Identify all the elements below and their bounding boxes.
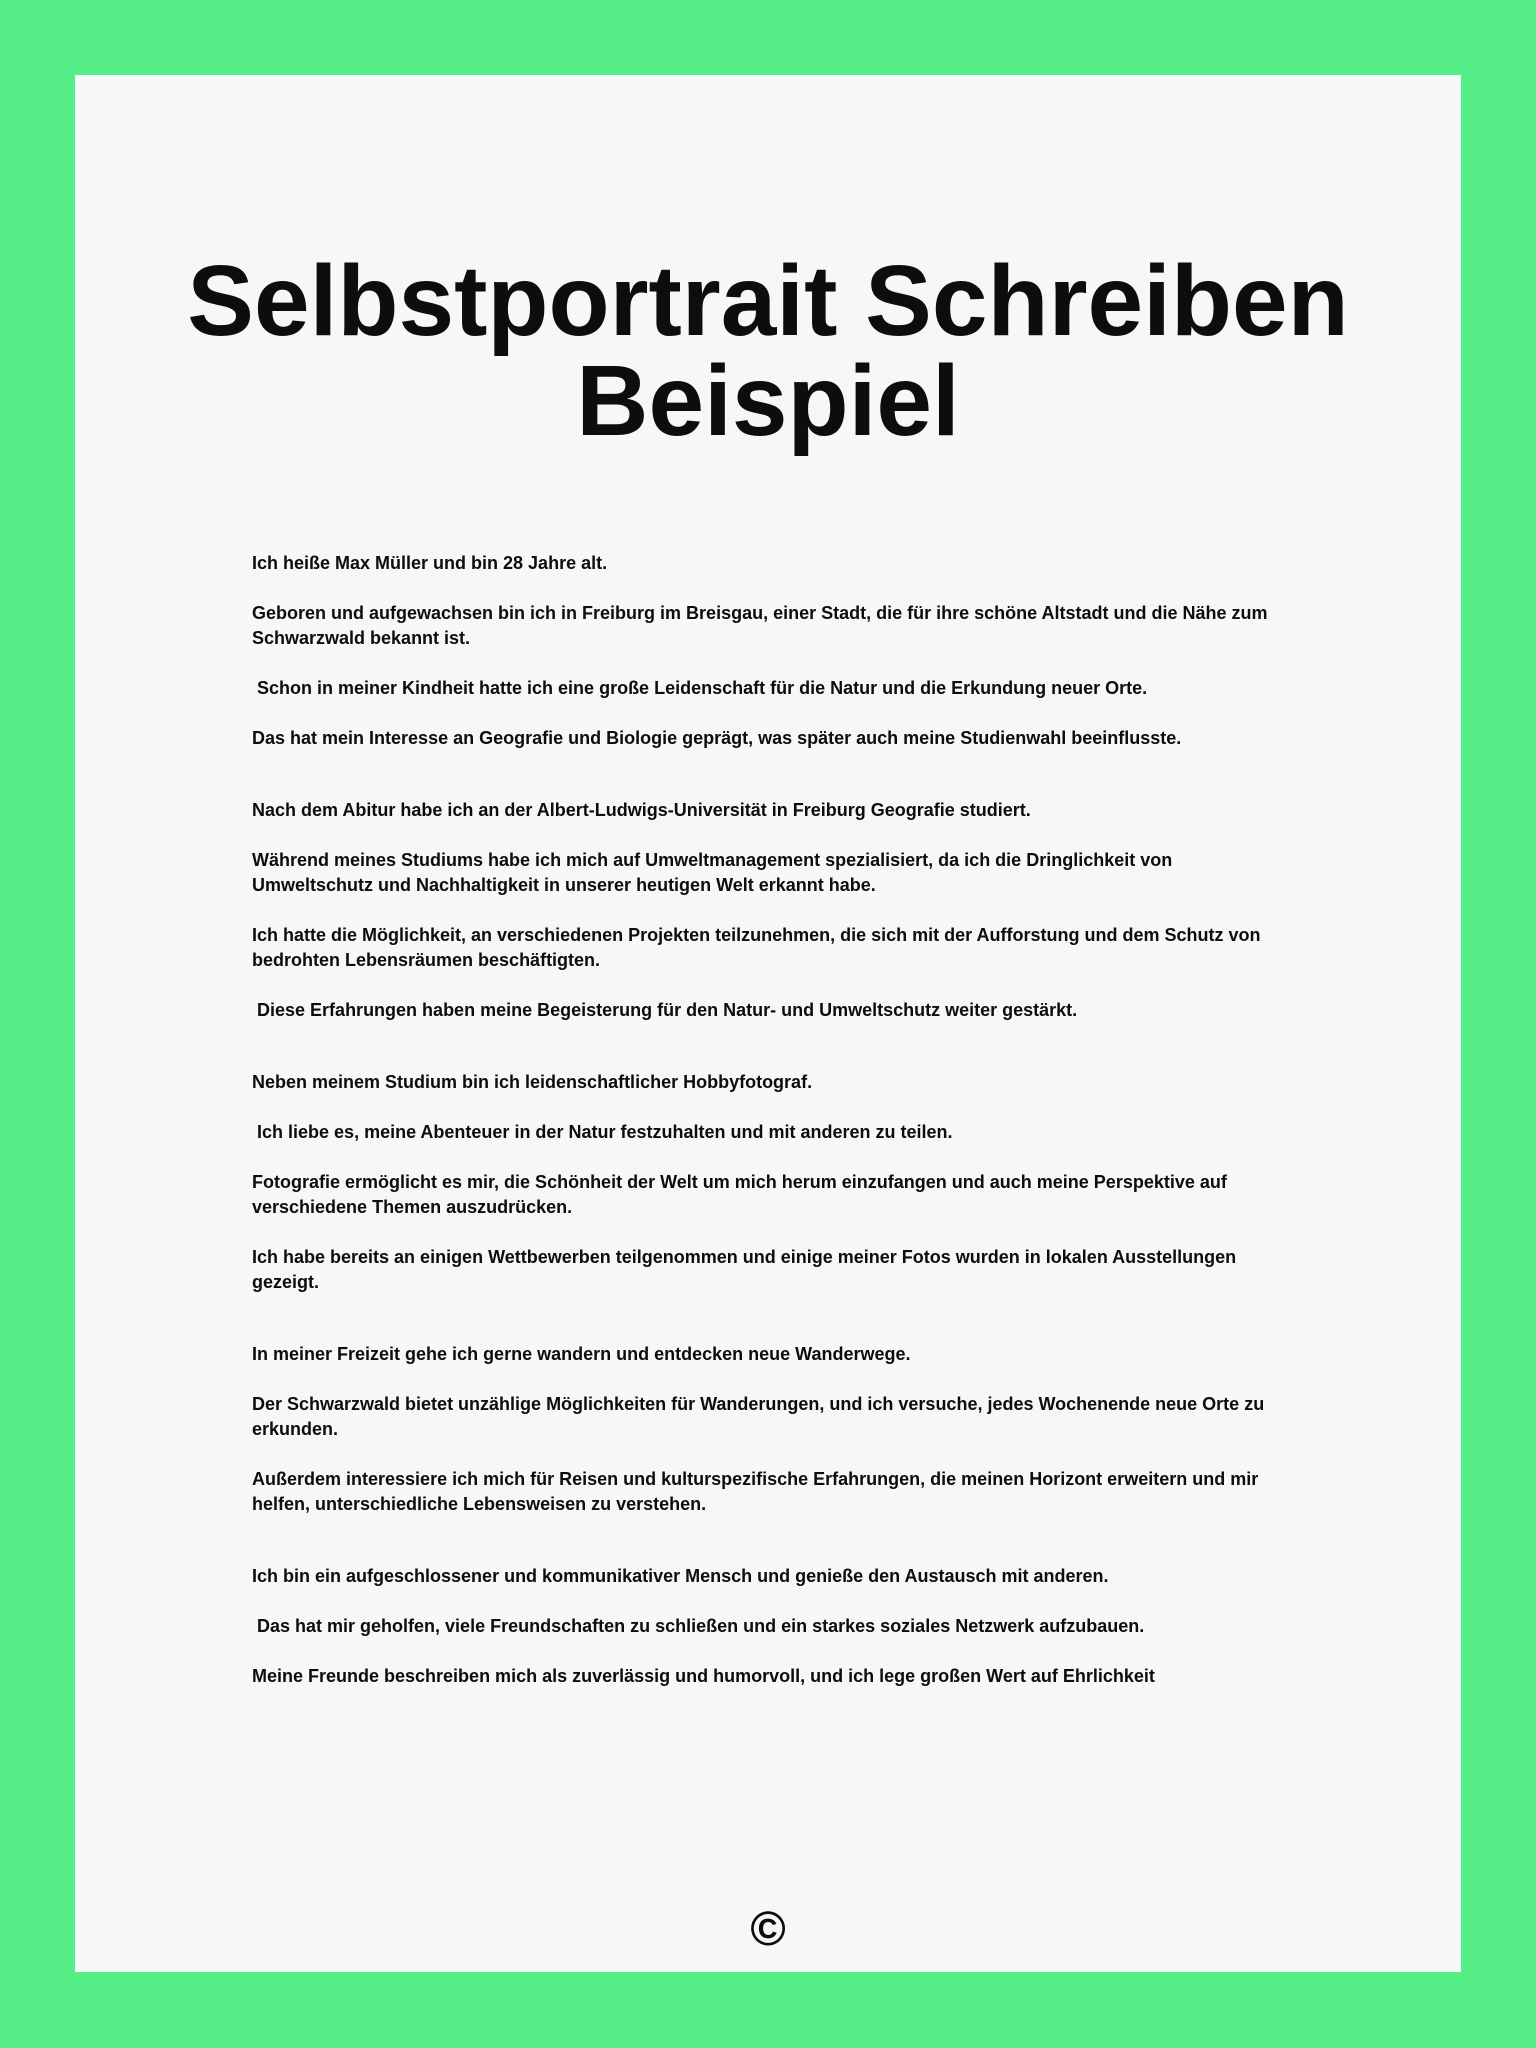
paragraph: Ich hatte die Möglichkeit, an verschiedenen Projekten teilzunehmen, die sich mit der Aufforstung und dem Schutz von bedrohten Lebensräumen beschäftigten. — [252, 925, 1266, 970]
copyright-icon: © — [750, 1903, 786, 1956]
paragraph: Während meines Studiums habe ich mich auf Umweltmanagement spezialisiert, da ich die Dringlichkeit von Umweltschutz und Nachhaltigkeit in unserer heutigen Welt erkannt habe. — [252, 850, 1178, 895]
paragraph: Meine Freunde beschreiben mich als zuverlässig und humorvoll, und ich lege großen Wert auf Ehrlichkeit — [252, 1666, 1155, 1686]
paragraph: Ich bin ein aufgeschlossener und kommunikativer Mensch und genieße den Austausch mit anderen. — [252, 1566, 1109, 1586]
paragraph: Nach dem Abitur habe ich an der Albert-Ludwigs-Universität in Freiburg Geografie studiert. — [252, 800, 1031, 820]
paragraph: Außerdem interessiere ich mich für Reisen und kulturspezifische Erfahrungen, die meinen Horizont erweitern und mir helfen, unterschiedliche Lebensweisen zu verstehen. — [252, 1469, 1264, 1514]
paragraph: Ich habe bereits an einigen Wettbewerben teilgenommen und einige meiner Fotos wurden in lokalen Ausstellungen gezeigt. — [252, 1247, 1242, 1292]
paragraph: Das hat mir geholfen, viele Freundschaften zu schließen und ein starkes soziales Netzwerk aufzubauen. — [252, 1616, 1145, 1636]
text-section-persoenlichkeit — [252, 1564, 1296, 1689]
paragraph: Schon in meiner Kindheit hatte ich eine große Leidenschaft für die Natur und die Erkundung neuer Orte. — [252, 678, 1148, 698]
paragraph: Fotografie ermöglicht es mir, die Schönheit der Welt um mich herum einzufangen und auch meine Perspektive auf verschiedene Themen auszudrücken. — [252, 1172, 1232, 1217]
document-body — [252, 551, 1296, 1689]
paragraph: Neben meinem Studium bin ich leidenschaftlicher Hobbyfotograf. — [252, 1072, 813, 1092]
paragraph: Ich liebe es, meine Abenteuer in der Natur festzuhalten und mit anderen zu teilen. — [252, 1122, 953, 1142]
paragraph: In meiner Freizeit gehe ich gerne wandern und entdecken neue Wanderwege. — [252, 1344, 911, 1364]
paragraph: Das hat mein Interesse an Geografie und Biologie geprägt, was später auch meine Studienwahl beeinflusste. — [252, 728, 1182, 748]
document-page — [75, 75, 1461, 1972]
text-section-freizeit — [252, 1342, 1296, 1517]
text-section-fotografie — [252, 1070, 1296, 1295]
text-section-intro — [252, 551, 1296, 751]
paragraph: Geboren und aufgewachsen bin ich in Freiburg im Breisgau, einer Stadt, die für ihre schöne Altstadt und die Nähe zum Schwarzwald bekannt ist. — [252, 603, 1273, 648]
paragraph: Diese Erfahrungen haben meine Begeisterung für den Natur- und Umweltschutz weiter gestärkt. — [252, 1000, 1078, 1020]
page-title: Selbstportrait Schreiben Beispiel — [187, 245, 1349, 457]
paragraph: Der Schwarzwald bietet unzählige Möglichkeiten für Wanderungen, und ich versuche, jedes Wochenende neue Orte zu erkunden. — [252, 1394, 1270, 1439]
paragraph: Ich heiße Max Müller und bin 28 Jahre alt. — [252, 553, 608, 573]
text-section-studium — [252, 798, 1296, 1023]
